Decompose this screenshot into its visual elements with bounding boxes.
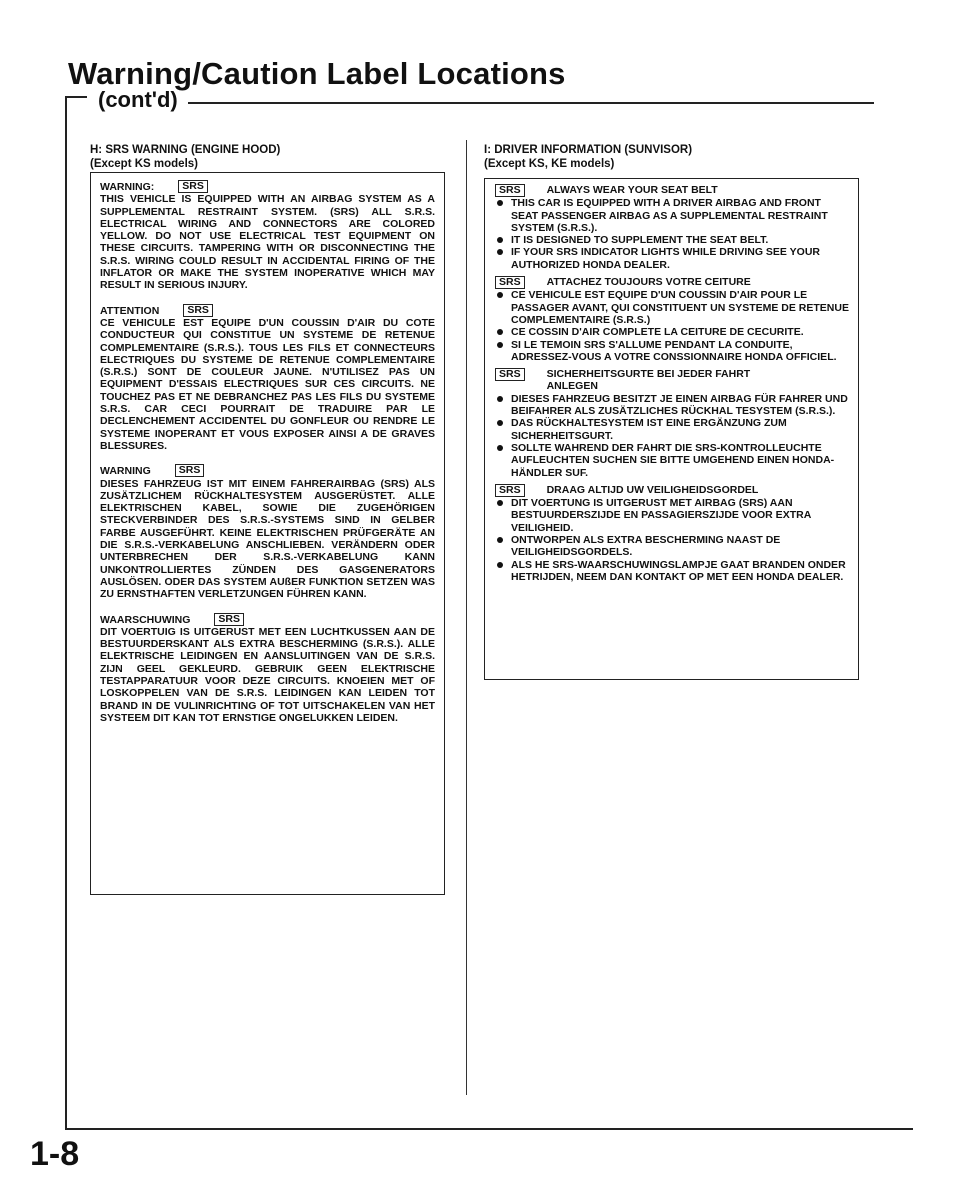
group-heading: ATTACHEZ TOUJOURS VOTRE CEITURE bbox=[546, 276, 751, 289]
srs-warning-label-content bbox=[100, 180, 435, 736]
frame-rule-left bbox=[65, 96, 67, 1130]
info-group-french bbox=[495, 276, 850, 363]
page-subtitle: (cont'd) bbox=[98, 87, 178, 112]
list-item: THIS CAR IS EQUIPPED WITH A DRIVER AIRBAG AND FRONT SEAT PASSENGER AIRBAG AS A SUPPLEMENTAL RESTRAINT SYSTEM (S.R.S.). bbox=[495, 197, 850, 234]
list-item: CE VEHICULE EST EQUIPE D'UN COUSSIN D'AIR POUR LE PASSAGER AVANT, QUI CONSTITUENT UN SYSTEME DE RETENUE COMPLEMENTAIRE (S.R.S.) bbox=[495, 289, 850, 326]
frame-rule-left-top bbox=[65, 96, 87, 98]
page-number: 1-8 bbox=[30, 1135, 80, 1173]
section-h-heading-line2: (Except KS models) bbox=[90, 158, 198, 170]
column-divider bbox=[466, 140, 467, 1095]
srs-badge: SRS bbox=[175, 464, 205, 477]
bullet-list bbox=[495, 197, 850, 271]
warning-paragraph-french bbox=[100, 304, 435, 453]
list-item: SOLLTE WAHREND DER FAHRT DIE SRS-KONTROLLEUCHTE AUFLEUCHTEN SUCHEN SIE BITTE UMGEHEND EINEN HONDA-HÄNDLER SUF. bbox=[495, 442, 850, 479]
list-item: CE COSSIN D'AIR COMPLETE LA CEITURE DE CECURITE. bbox=[495, 326, 850, 338]
list-item: SI LE TEMOIN SRS S'ALLUME PENDANT LA CONDUITE, ADRESSEZ-VOUS A VOTRE CONSSIONNAIRE HONDA OFFICIEL. bbox=[495, 339, 850, 364]
bullet-list bbox=[495, 393, 850, 479]
header-rule bbox=[188, 102, 874, 104]
list-item: ALS HE SRS-WAARSCHUWINGSLAMPJE GAAT BRANDEN ONDER HETRIJDEN, NEEM DAN KONTAKT OP MET EEN HONDA DEALER. bbox=[495, 559, 850, 584]
srs-badge: SRS bbox=[495, 368, 525, 381]
group-heading: ALWAYS WEAR YOUR SEAT BELT bbox=[546, 184, 718, 196]
paragraph-body: DIESES FAHRZEUG IST MIT EINEM FAHRERAIRBAG (SRS) ALS ZUSÄTZLICHEM RÜCKHALTESYSTEM AUSGERÜSTET. ALLE ELEKTRISCHEN KABEL, SOWIE DIE ZUGEHÖRIGEN STECKVERBINDER DES S.R.S.-SYSTEMS SIND IN GELBER FARBE AUSGEFÜHRT. KEINE ELEKTRISCHEN PRÜFGERÄTE AN DIE S.R.S.-VERKABELUNG ANSCHLIEBEN. VERÄNDERN ODER UNTERBRECHEN DER S.R.S.-VERKABELUNG KANN UNKONTROLLIERTES ZÜNDEN DES GASGENERATORS AUSLÖSEN. ODER DAS SYSTEM AUßER FUNKTION SETZEN WAS ZU ERNSTHAFTEN VERLETZUNGEN FÜHREN KANN. bbox=[100, 477, 435, 601]
section-i-heading bbox=[484, 143, 692, 171]
section-h-heading bbox=[90, 143, 280, 171]
srs-badge: SRS bbox=[495, 484, 525, 497]
bullet-list bbox=[495, 289, 850, 363]
list-item: DIESES FAHRZEUG BESITZT JE EINEN AIRBAG FÜR FAHRER UND BEIFAHRER ALS ZUSÄTZLICHES RÜCKHAL TESYSTEM (S.R.S.). bbox=[495, 393, 850, 418]
warning-paragraph-dutch bbox=[100, 613, 435, 725]
section-h-heading-line1: H: SRS WARNING (ENGINE HOOD) bbox=[90, 144, 281, 156]
srs-badge: SRS bbox=[183, 304, 213, 317]
info-group-dutch bbox=[495, 484, 850, 583]
srs-badge: SRS bbox=[495, 276, 525, 289]
paragraph-heading: ATTENTION bbox=[100, 304, 160, 317]
list-item: DAS RÜCKHALTESYSTEM IST EINE ERGÄNZUNG ZUM SICHERHEITSGURT. bbox=[495, 417, 850, 442]
driver-information-label bbox=[484, 178, 859, 680]
section-i-heading-line2: (Except KS, KE models) bbox=[484, 158, 615, 170]
srs-badge: SRS bbox=[214, 613, 244, 626]
frame-rule-bottom bbox=[65, 1128, 913, 1130]
page-title: Warning/Caution Label Locations bbox=[68, 56, 566, 91]
driver-information-label-content bbox=[495, 184, 850, 588]
group-heading: DRAAG ALTIJD UW VEILIGHEIDSGORDEL bbox=[546, 483, 759, 496]
warning-paragraph-german bbox=[100, 464, 435, 600]
info-group-german bbox=[495, 368, 850, 479]
paragraph-body: THIS VEHICLE IS EQUIPPED WITH AN AIRBAG SYSTEM AS A SUPPLEMENTAL RESTRAINT SYSTEM. (SRS) ALL S.R.S. ELECTRICAL WIRING AND CONNECTORS ARE COLORED YELLOW. DO NOT USE ELECTRICAL TEST EQUIPMENT ON THESE CIRCUITS. TAMPERING WITH OR DISCONNECTING THE S.R.S. WIRING COULD RESULT IN ACCIDENTAL FIRING OF THE INFLATOR OR MAKE THE SYSTEM INOPERATIVE WHICH MAY RESULT IN SERIOUS INJURY. bbox=[100, 193, 435, 292]
list-item: DIT VOERTUNG IS UITGERUST MET AIRBAG (SRS) AAN BESTUURDERSZIJDE EN PASSAGIERSZIJDE VOOR EXTRA VEILIGHEID. bbox=[495, 497, 850, 534]
srs-warning-label bbox=[90, 172, 445, 895]
list-item: IT IS DESIGNED TO SUPPLEMENT THE SEAT BELT. bbox=[495, 234, 850, 246]
bullet-list bbox=[495, 497, 850, 583]
srs-badge: SRS bbox=[495, 184, 525, 197]
paragraph-heading: WARNING: bbox=[100, 181, 155, 193]
paragraph-body: DIT VOERTUIG IS UITGERUST MET EEN LUCHTKUSSEN AAN DE BESTUURDERSKANT ALS EXTRA BESCHERMING (S.R.S.). ALLE ELEKTRISCHE LEIDINGEN EN AANSLUITINGEN VAN DE S.R.S. ZIJN GEEL GEKLEURD. GEBRUIK GEEN ELEKTRISCHE TESTAPPARATUUR VOOR DEZE CIRCUITS. KNOEIEN MET OF LOSKOPPELEN VAN DE S.R.S. LEIDINGEN KAN LEIDEN TOT BRAND IN DE VULINRICHTING OF TOT UITSCHAKELEN VAN HET SYSTEEM DIT KAN TOT ERNSTIGE ONGELUKKEN LEIDEN. bbox=[100, 625, 435, 724]
group-heading: SICHERHEITSGURTE BEI JEDER FAHRT ANLEGEN bbox=[546, 368, 751, 393]
paragraph-body: CE VEHICULE EST EQUIPE D'UN COUSSIN D'AIR DU COTE CONDUCTEUR QUI CONSTITUE UN SYSTEME DE RETENUE COMPLEMENTAIRE (S.R.S.). TOUS LES FILS ET CONNECTEURS ELECTRIQUES DU SYSTEME DE RETENUE COMPLEMENTAIRE (S.R.S.) SONT DE COULEUR JAUNE. N'UTILISEZ PAS UN EQUIPMENT D'ESSAIS ELECTRIQUES SUR CES CIRCUITS. NE TOUCHEZ PAS ET NE DEBRANCHEZ PAS LES FILS DU SYSTEME S.R.S. CAR CECI POURRAIT DE TRADUIRE PAR LE DECLENCHEMENT ACCIDENTEL DU GONFLEUR OU RENDRE LE SYSTEME INOPERANT ET VOUS EXPOSER AINSI A DE GRAVES BLESSURES. bbox=[100, 316, 435, 452]
srs-badge: SRS bbox=[178, 180, 208, 193]
warning-paragraph-english bbox=[100, 180, 435, 292]
paragraph-heading: WARNING bbox=[100, 465, 151, 478]
list-item: IF YOUR SRS INDICATOR LIGHTS WHILE DRIVING SEE YOUR AUTHORIZED HONDA DEALER. bbox=[495, 246, 850, 271]
list-item: ONTWORPEN ALS EXTRA BESCHERMING NAAST DE VEILIGHEIDSGORDELS. bbox=[495, 534, 850, 559]
info-group-english bbox=[495, 184, 850, 271]
section-i-heading-line1: I: DRIVER INFORMATION (SUNVISOR) bbox=[484, 144, 693, 156]
paragraph-heading: WAARSCHUWING bbox=[100, 613, 191, 626]
